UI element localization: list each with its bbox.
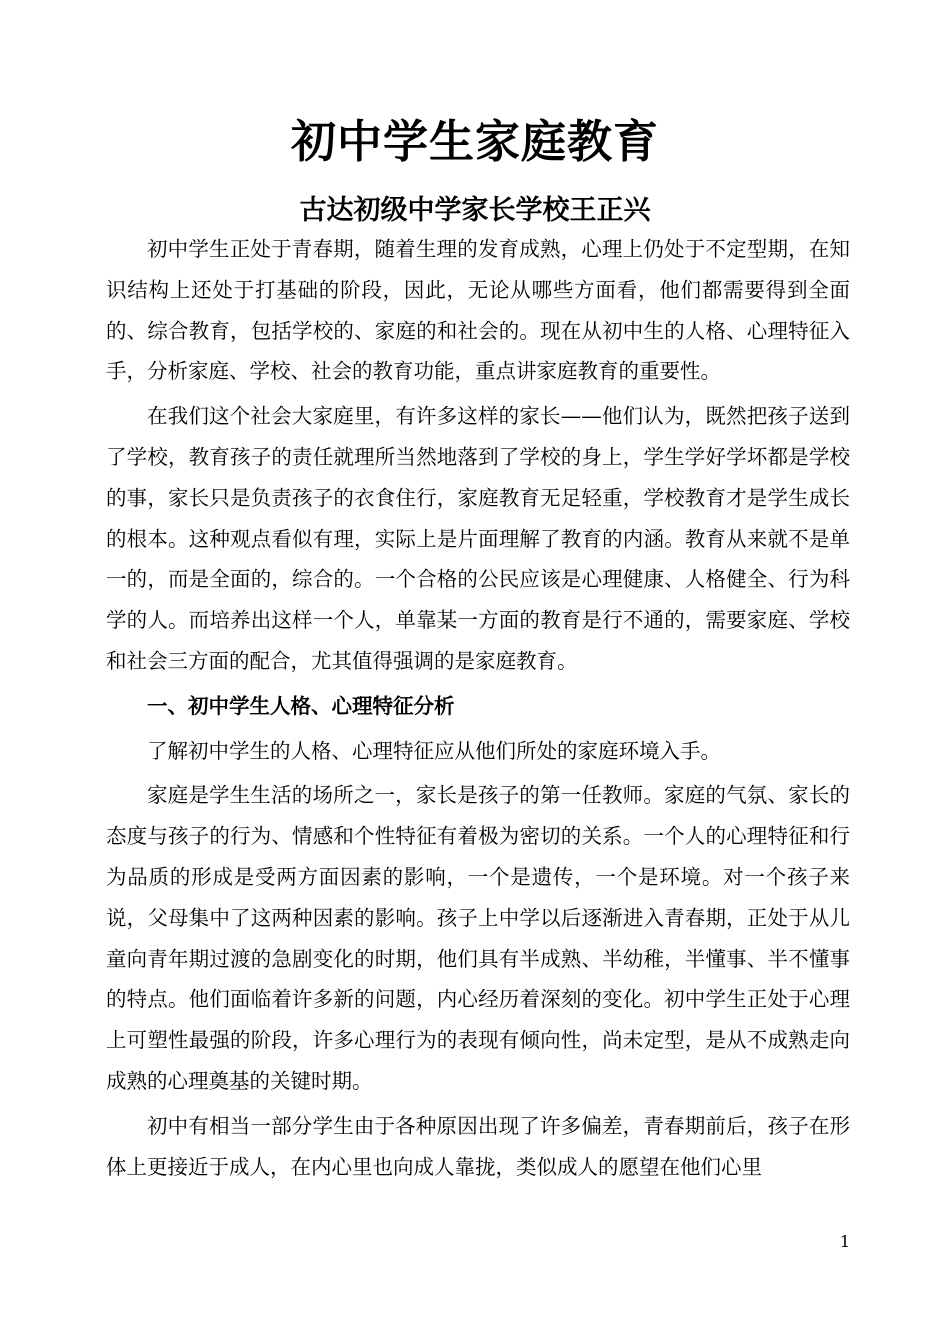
page-number: 1 [839,1232,850,1251]
paragraph-understanding: 了解初中学生的人格、心理特征应从他们所处的家庭环境入手。 [147,738,721,763]
paragraph-parents-view: 在我们这个社会大家庭里，有许多这样的家长——他们认为，既然把孩子送到了学校，教育孩子的责任就理所当然地落到了学校的身上，学生学好学坏都是学校的事，家长只是负责孩子的衣食住行，家庭教育无足轻重，学校教育才是学生成长的根本。这种观点看似有理，实际上是片面理解了教育的内涵。教育从来就不是单一的，而是全面的，综合的。一个合格的公民应该是心理健康、人格健全、行为科学的人。而培养出这样一个人，单靠某一方面的教育是行不通的，需要家庭、学校和社会三方面的配合，尤其值得强调的是家庭教育。 [106,404,850,673]
paragraph-intro: 初中学生正处于青春期，随着生理的发育成熟，心理上仍处于不定型期，在知识结构上还处于打基础的阶段，因此，无论从哪些方面看，他们都需要得到全面的、综合教育，包括学校的、家庭的和社会的。现在从初中生的人格、心理特征入手，分析家庭、学校、社会的教育功能，重点讲家庭教育的重要性。 [106,237,850,384]
document-body [106,229,850,1187]
paragraph-family: 家庭是学生生活的场所之一，家长是孩子的第一任教师。家庭的气氛、家长的态度与孩子的行为、情感和个性特征有着极为密切的关系。一个人的心理特征和行为品质的形成是受两方面因素的影响，一个是遗传，一个是环境。对一个孩子来说，父母集中了这两种因素的影响。孩子上中学以后逐渐进入青春期，正处于从儿童向青年期过渡的急剧变化的时期，他们具有半成熟、半幼稚，半懂事、半不懂事的特点。他们面临着许多新的问题，内心经历着深刻的变化。初中学生正处于心理上可塑性最强的阶段，许多心理行为的表现有倾向性，尚未定型，是从不成熟走向成熟的心理奠基的关键时期。 [106,783,850,1093]
section-heading: 一、初中学生人格、心理特征分析 [147,693,455,718]
document-title: 初中学生家庭教育 [290,115,659,168]
paragraph-deviations: 初中有相当一部分学生由于各种原因出现了许多偏差，青春期前后，孩子在形体上更接近于成人，在内心里也向成人靠拢，类似成人的愿望在他们心里 [106,1113,850,1179]
document-subtitle: 古达初级中学家长学校王正兴 [299,195,651,226]
